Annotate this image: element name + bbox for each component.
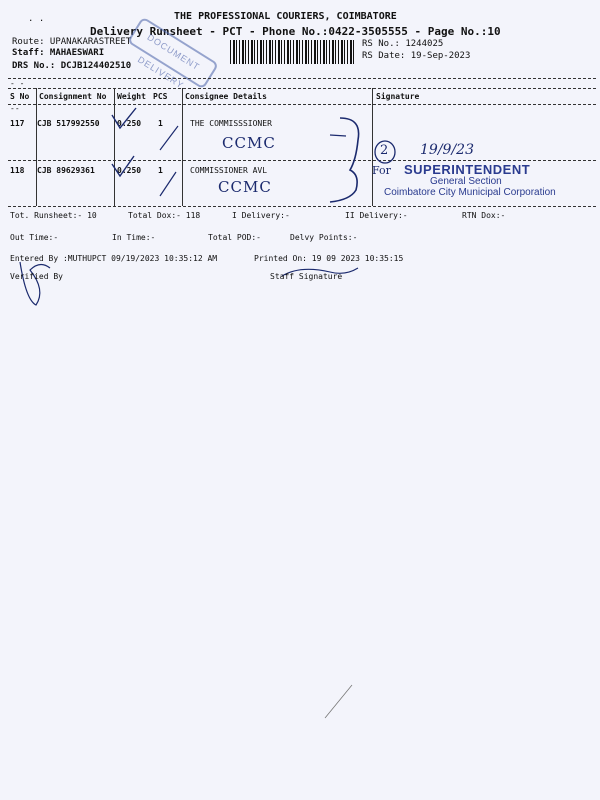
- runsheet-title: Delivery Runsheet - PCT - Phone No.:0422-3505555 - Page No.:10: [90, 25, 501, 38]
- header-dots: . .: [28, 14, 45, 24]
- col-consignee: Consignee Details: [185, 92, 267, 101]
- ii-delivery: II Delivery:-: [345, 211, 408, 220]
- row-consignee: THE COMMISSSIONER: [190, 119, 272, 128]
- entered-by: Entered By :MUTHUPCT 09/19/2023 10:35:12 AM: [10, 254, 218, 263]
- handwritten-ccmc: CCMC: [218, 178, 272, 196]
- printed-on: Printed On: 19 09 2023 10:35:15: [254, 254, 404, 263]
- total-dox: Total Dox:- 118: [128, 211, 201, 220]
- drs-number: DRS No.: DCJB124402510: [12, 61, 132, 71]
- row-consignment: CJB 517992550: [37, 119, 100, 128]
- col-signature: Signature: [376, 92, 420, 101]
- rs-number: RS No.: 1244025: [362, 39, 444, 49]
- left-dots: - -: [10, 79, 25, 88]
- row-sno: 118: [10, 166, 25, 175]
- delvy-points: Delvy Points:-: [290, 233, 358, 242]
- for-note: For: [372, 164, 391, 177]
- staff-signature: Staff Signature: [270, 272, 343, 281]
- row-sno: 117: [10, 119, 25, 128]
- verifier-signature: [20, 262, 50, 305]
- bracket-stroke: [330, 118, 359, 202]
- row-weight: 0.250: [117, 119, 142, 128]
- col-sno: S No: [10, 92, 30, 101]
- rs-date: RS Date: 19-Sep-2023: [362, 51, 471, 61]
- tick-mark: [112, 108, 136, 128]
- row-consignment: CJB 89629361: [37, 166, 95, 175]
- route-label: Route: UPANAKARASTREET: [12, 37, 132, 47]
- row-pcs: 1: [158, 166, 163, 175]
- stamp-superintendent: SUPERINTENDENT: [404, 162, 531, 177]
- stray-mark: [325, 685, 352, 718]
- staff-label: Staff: MAHAESWARI: [12, 48, 105, 58]
- stamp-section: General Section: [430, 176, 502, 187]
- col-consignment: Consignment No: [39, 92, 107, 101]
- verified-by: Verified By: [10, 272, 63, 281]
- rtn-dox: RTN Dox:-: [462, 211, 506, 220]
- col-weight: Weight: [117, 92, 146, 101]
- handwritten-date: 19/9/23: [420, 142, 474, 158]
- handwritten-ccmc: CCMC: [222, 134, 276, 152]
- pen-stroke: [160, 172, 176, 196]
- col-pcs: PCS: [153, 92, 168, 101]
- company-title: THE PROFESSIONAL COURIERS, COIMBATORE: [174, 11, 397, 22]
- document-delivery-stamp: DOCUMENT DELIVERY: [127, 16, 219, 89]
- row-marker: --: [10, 104, 20, 113]
- stamp-organization: Coimbatore City Municipal Corporation: [384, 187, 556, 198]
- tot-runsheet: Tot. Runsheet:- 10: [10, 211, 97, 220]
- i-delivery: I Delivery:-: [232, 211, 290, 220]
- row-consignee: COMMISSIONER AVL: [190, 166, 268, 175]
- in-time: In Time:-: [112, 233, 156, 242]
- row-pcs: 1: [158, 119, 163, 128]
- circled-number: 2: [380, 143, 389, 158]
- row-weight: 0.250: [117, 166, 142, 175]
- tick-mark: [112, 156, 134, 176]
- pen-stroke: [160, 126, 178, 150]
- out-time: Out Time:-: [10, 233, 59, 242]
- total-pod: Total POD:-: [208, 233, 261, 242]
